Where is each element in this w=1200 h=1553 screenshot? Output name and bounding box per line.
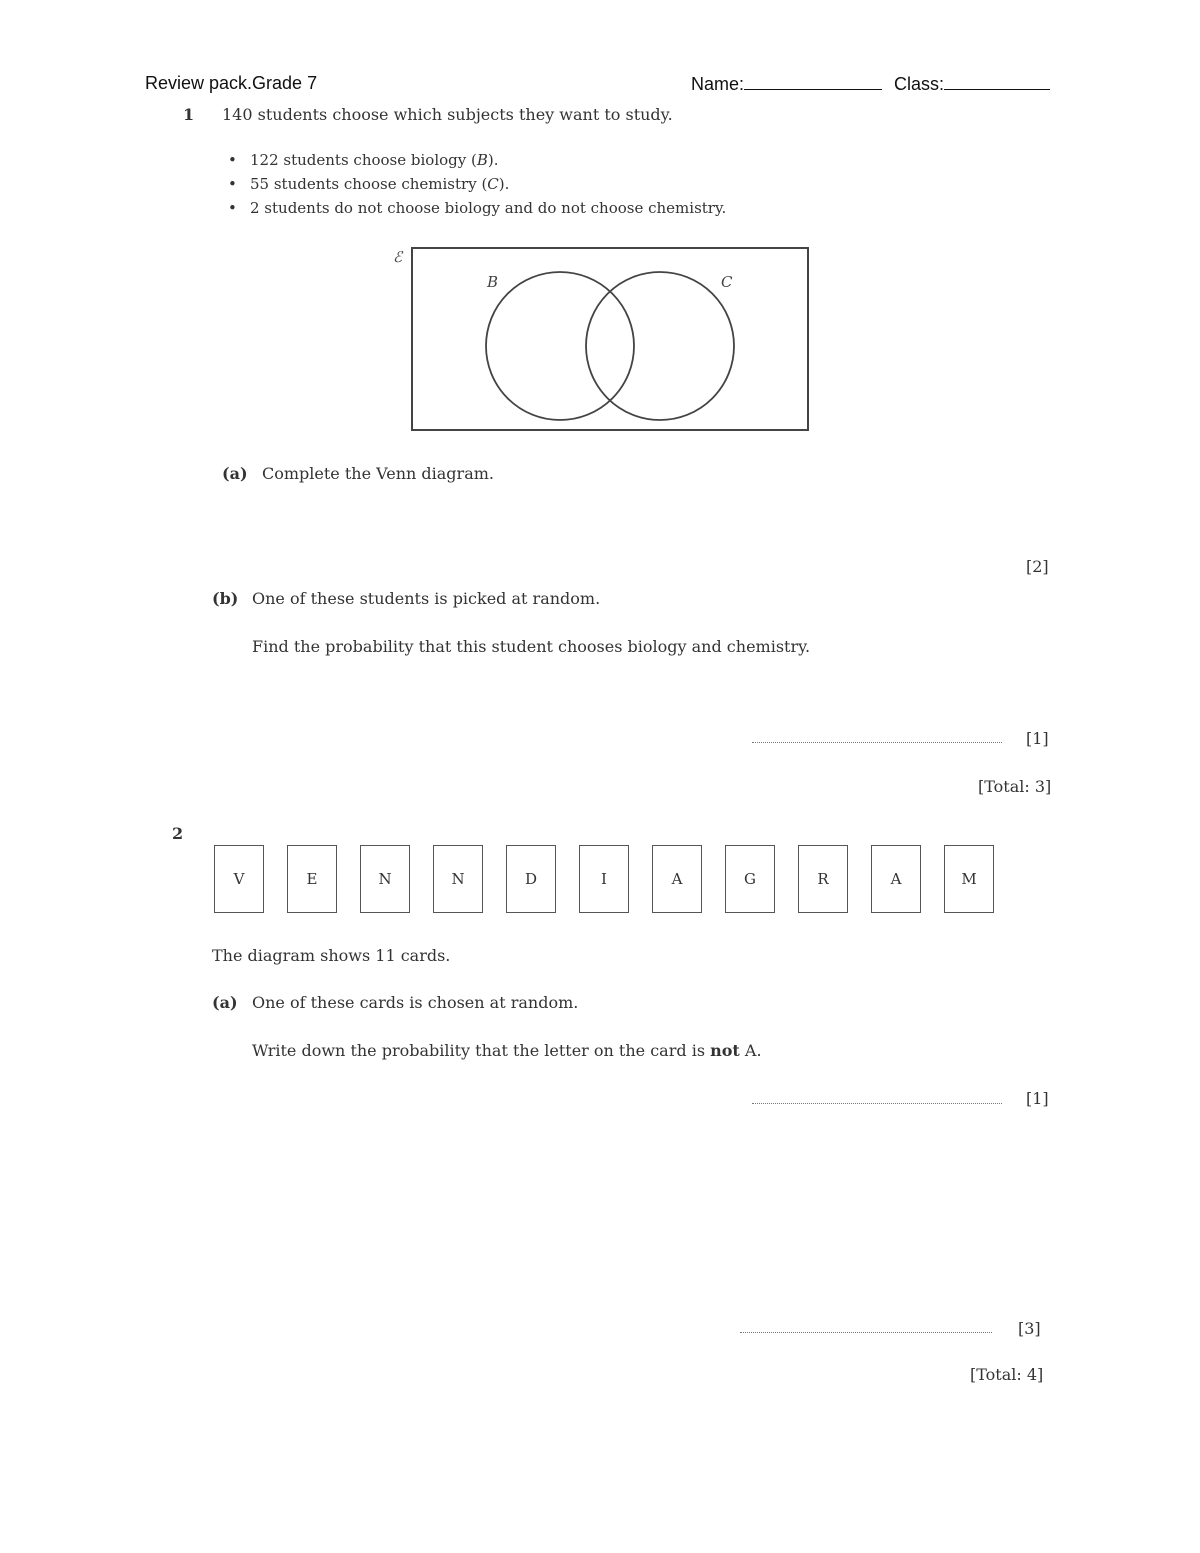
q2-part-a-answer-line[interactable] bbox=[752, 1102, 1002, 1104]
question-1-bullets bbox=[228, 148, 726, 220]
q2-part-a-instruction: Write down the probability that the letter on the card is not A. bbox=[252, 1041, 762, 1060]
card[interactable]: V bbox=[214, 845, 264, 913]
q1-part-a-marks: [2] bbox=[1026, 557, 1049, 576]
class-blank[interactable] bbox=[944, 73, 1050, 90]
q2-total: [Total: 4] bbox=[970, 1365, 1044, 1384]
q2-part-a-text: One of these cards is chosen at random. bbox=[252, 993, 579, 1012]
bullet-chemistry: • 55 students choose chemistry (C). bbox=[228, 172, 726, 196]
name-blank[interactable] bbox=[744, 73, 882, 90]
question-1-intro: 140 students choose which subjects they want to study. bbox=[222, 105, 673, 124]
bullet-biology: • 122 students choose biology (B). bbox=[228, 148, 726, 172]
card[interactable]: I bbox=[579, 845, 629, 913]
universal-set-symbol: ℰ bbox=[393, 248, 403, 266]
q1-part-b-label: (b) bbox=[212, 589, 239, 608]
class-label: Class: bbox=[894, 74, 945, 94]
q2-marks-2: [3] bbox=[1018, 1319, 1041, 1338]
card[interactable]: A bbox=[871, 845, 921, 913]
q1-part-b-marks: [1] bbox=[1026, 729, 1049, 748]
venn-diagram[interactable] bbox=[385, 240, 825, 440]
card[interactable]: D bbox=[506, 845, 556, 913]
class-field[interactable] bbox=[894, 73, 1050, 95]
letter-cards bbox=[214, 845, 994, 913]
set-c-circle[interactable] bbox=[586, 272, 734, 420]
set-c-label: C bbox=[721, 273, 733, 291]
bullet-neither: • 2 students do not choose biology and do not choose chemistry. bbox=[228, 196, 726, 220]
name-field[interactable] bbox=[691, 73, 882, 95]
q2-part-a-label: (a) bbox=[212, 993, 238, 1012]
universal-set-box bbox=[412, 248, 808, 430]
question-2-caption: The diagram shows 11 cards. bbox=[212, 946, 451, 965]
worksheet-title: Review pack.Grade 7 bbox=[145, 73, 318, 93]
question-2-number: 2 bbox=[172, 824, 184, 843]
q1-part-a-text: Complete the Venn diagram. bbox=[262, 464, 494, 483]
card[interactable]: N bbox=[360, 845, 410, 913]
q1-part-b-instruction: Find the probability that this student chooses biology and chemistry. bbox=[252, 637, 811, 656]
q2-part-a-marks: [1] bbox=[1026, 1089, 1049, 1108]
q1-total: [Total: 3] bbox=[978, 777, 1052, 796]
card[interactable]: G bbox=[725, 845, 775, 913]
q1-part-b-answer-line[interactable] bbox=[752, 741, 1002, 743]
card[interactable]: R bbox=[798, 845, 848, 913]
q2-answer-line-2[interactable] bbox=[740, 1331, 992, 1333]
card[interactable]: E bbox=[287, 845, 337, 913]
name-label: Name: bbox=[691, 74, 745, 94]
set-b-circle[interactable] bbox=[486, 272, 634, 420]
q1-part-b-text: One of these students is picked at random. bbox=[252, 589, 601, 608]
card[interactable]: M bbox=[944, 845, 994, 913]
set-b-label: B bbox=[487, 273, 499, 291]
q1-part-a-label: (a) bbox=[222, 464, 248, 483]
card[interactable]: A bbox=[652, 845, 702, 913]
question-1-number: 1 bbox=[183, 105, 195, 124]
card[interactable]: N bbox=[433, 845, 483, 913]
